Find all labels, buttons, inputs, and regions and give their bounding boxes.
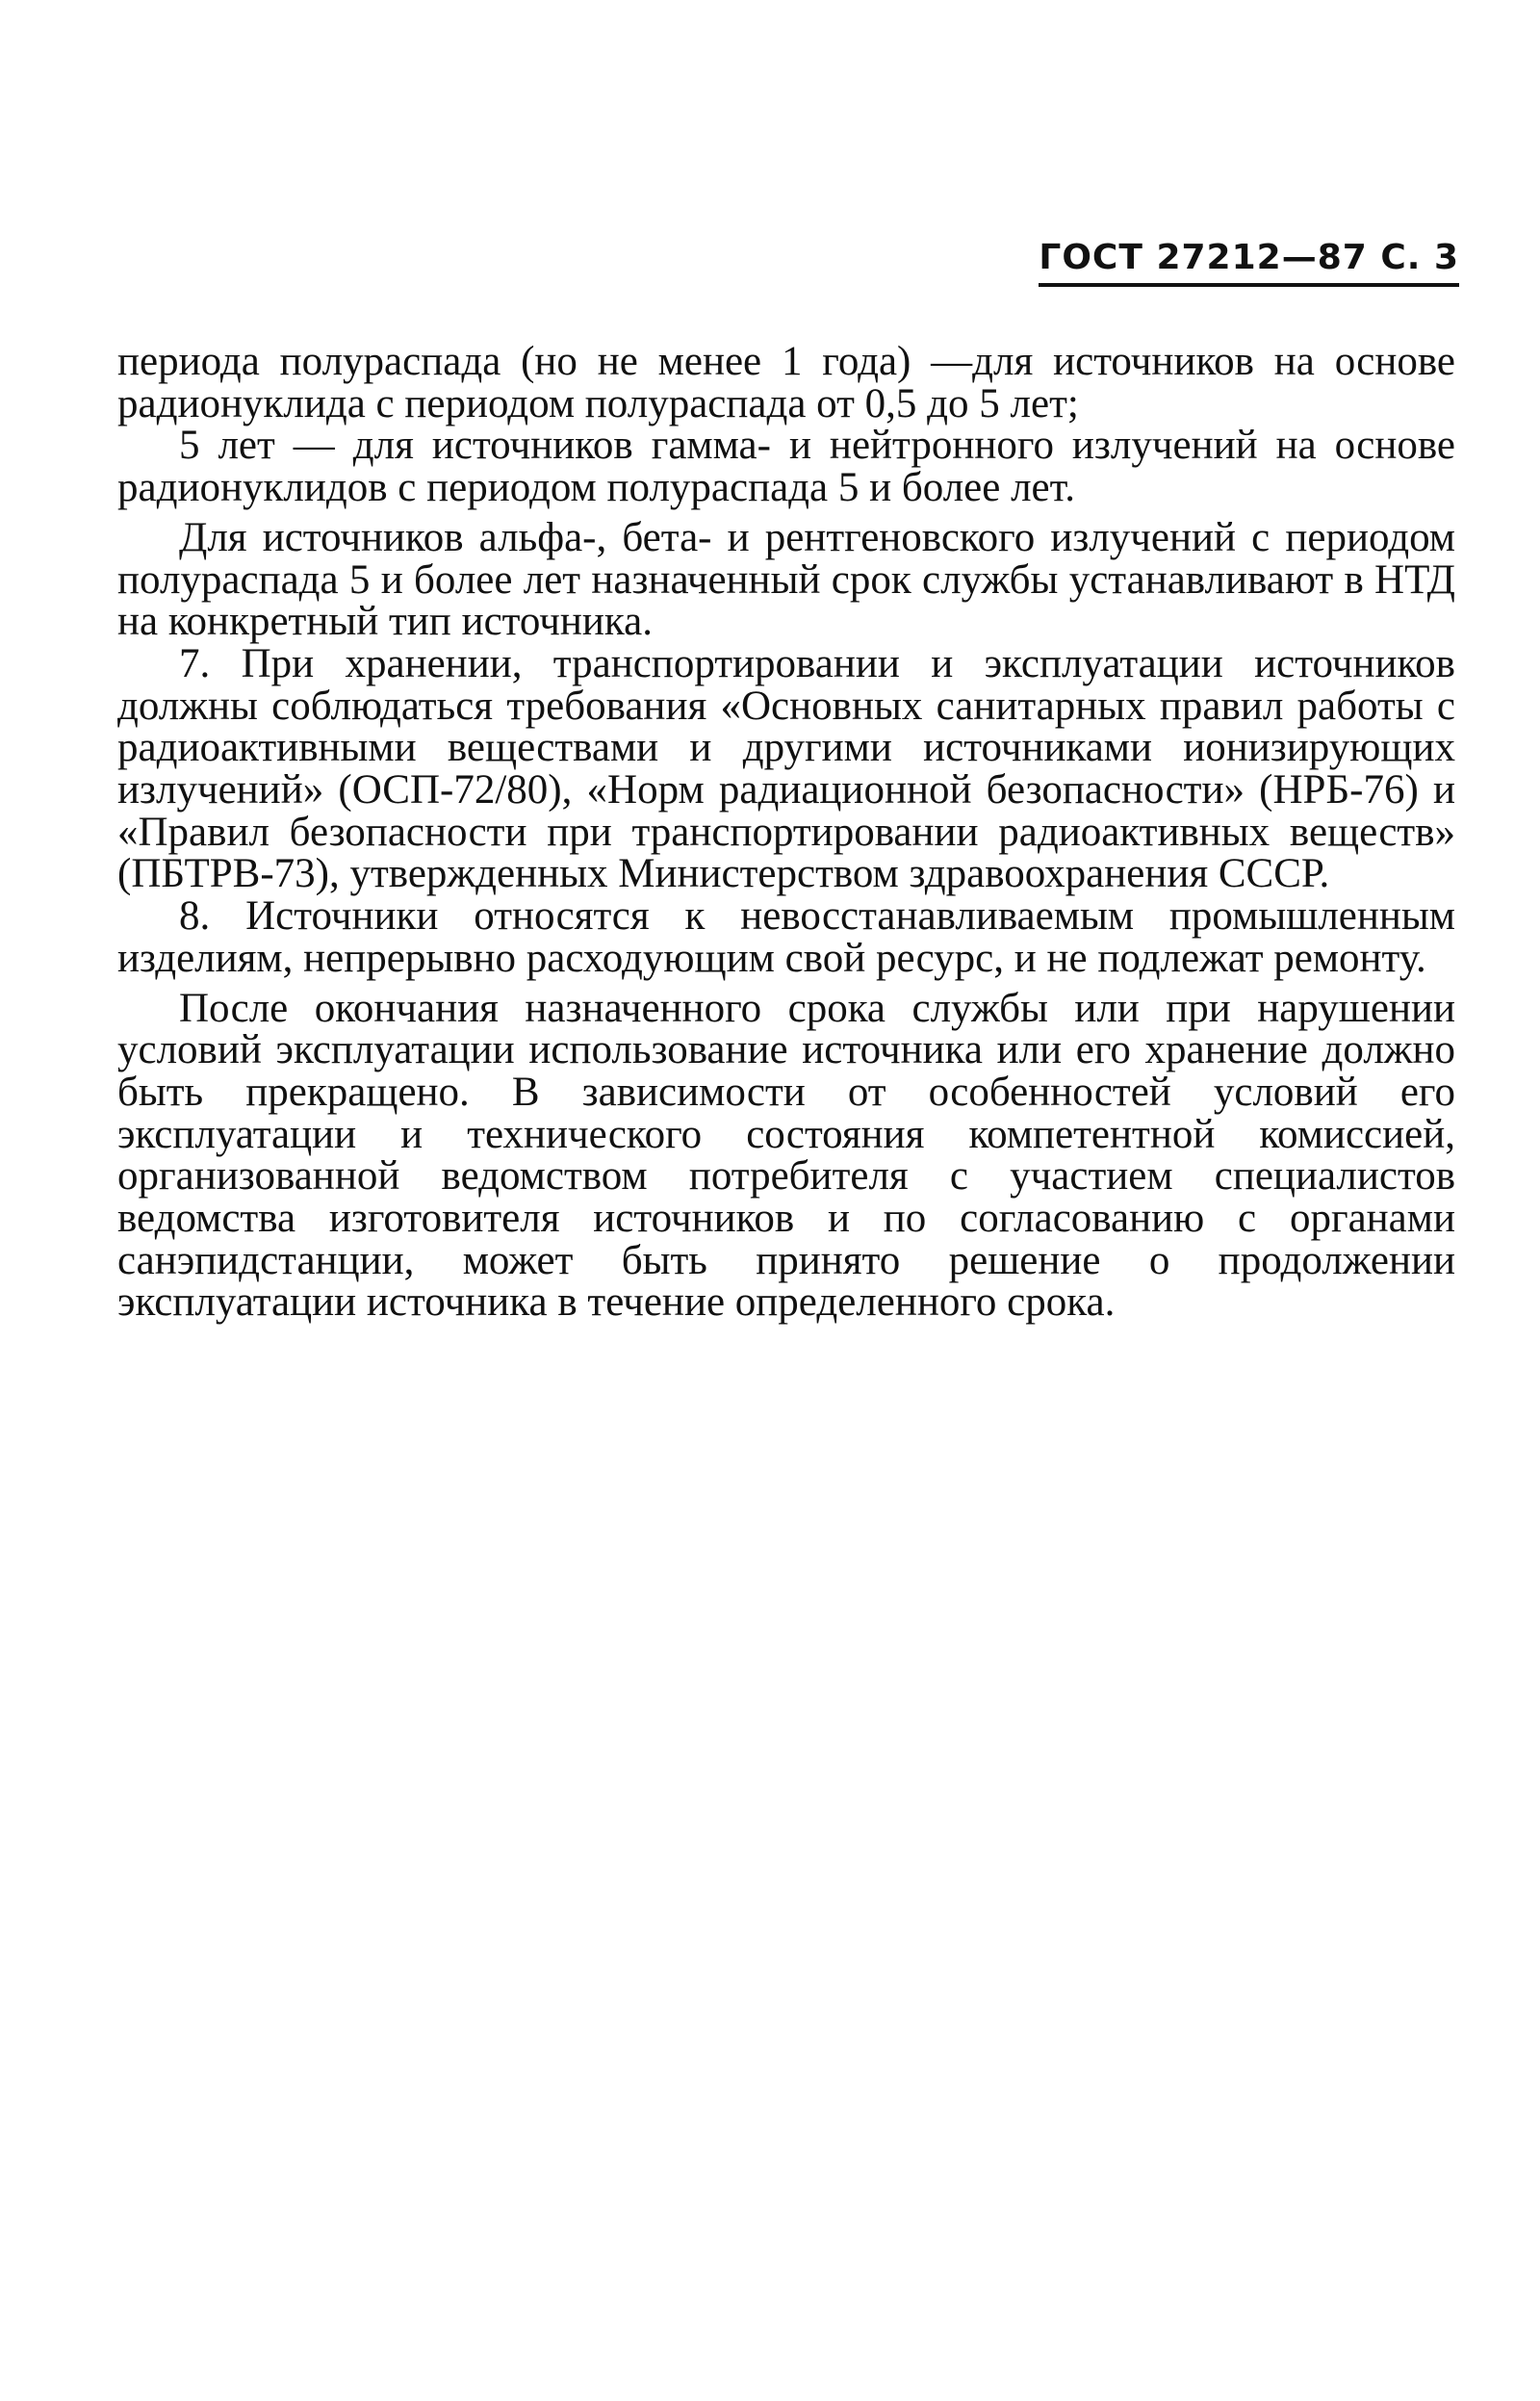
paragraph-five-years: 5 лет — для источников гамма- и нейтронного излучений на основе радионуклидов с периодом полураспада 5 и более лет. [117, 423, 1455, 511]
paragraph-item-7: 7. При хранении, транспортировании и эксплуатации источников должны соблюдаться требования «Основных санитарных правил работы с радиоактивными веществами и другими источниками ионизирующих излучений» (ОСП-72/80), «Норм радиационной безопасности» (НРБ-76) и «Правил безопасности при транспортировании радиоактивных веществ» (ПБТРВ-73), утвержденных Министерством здравоохранения СССР. [117, 640, 1455, 897]
paragraph-continuation: периода полураспада (но не менее 1 года) —для источников на основе радионуклида с периодом полураспада от 0,5 до 5 лет; [117, 339, 1455, 426]
document-body [117, 341, 1455, 1324]
paragraph-item-8: 8. Источники относятся к невосстанавливаемым промышленным изделиям, непрерывно расходующим свой ресурс, и не подлежат ремонту. [117, 893, 1455, 981]
paragraph-alpha-beta-sources: Для источников альфа-, бета- и рентгеновского излучений с периодом полураспада 5 и более лет назначенный срок службы устанавливают в НТД на конкретный тип источника. [117, 514, 1455, 645]
paragraph-after-service-life: После окончания назначенного срока службы или при нарушении условий эксплуатации использование источника или его хранение должно быть прекращено. В зависимости от особенностей условий его эксплуатации и технического состояния компетентной комиссией, организованной ведомством потребителя с участием специалистов ведомства изготовителя источников и по согласованию с органами санэпидстанции, может быть принято решение о продолжении эксплуатации источника в течение определенного срока. [117, 985, 1455, 1326]
running-header: ГОСТ 27212—87 С. 3 [1039, 238, 1459, 287]
